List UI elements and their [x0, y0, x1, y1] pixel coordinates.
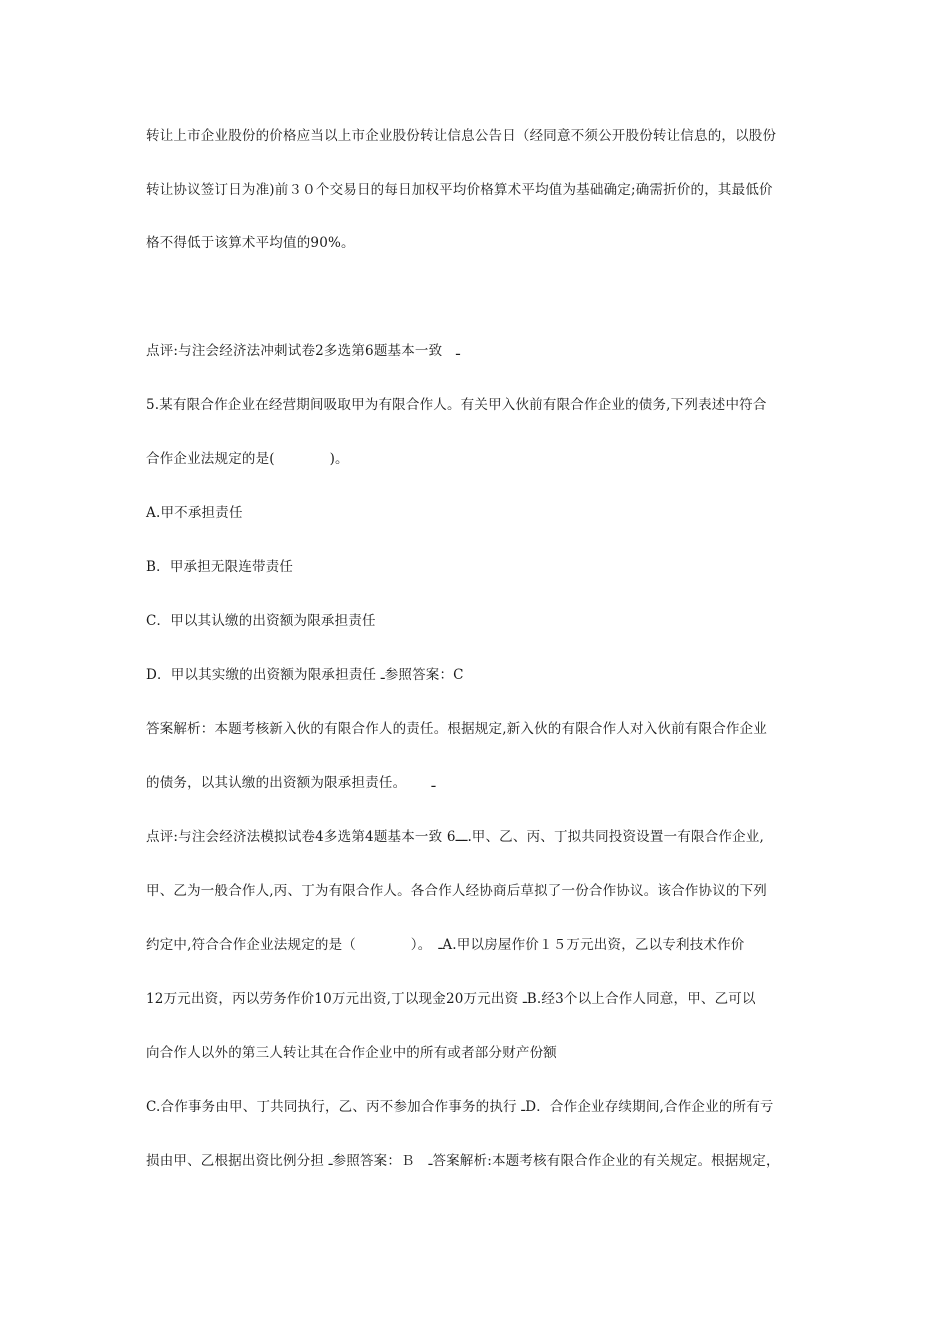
comment-line: 点评:与注会经济法冲刺试卷2多选第6题基本一致 ـ: [146, 343, 460, 359]
question-line: 约定中,符合合作企业法规定的是（ ）。 ـA.甲以房屋作价１５万元出资，乙以专利技术作价: [146, 937, 745, 953]
question-line: 5.某有限合作企业在经营期间吸取甲为有限合作人。有关甲入伙前有限合作企业的债务,下列表述中符合: [146, 397, 767, 413]
option-line: B．甲承担无限连带责任: [146, 559, 294, 575]
option-line: D．甲以其实缴的出资额为限承担责任 ـ参照答案：C: [146, 667, 464, 683]
paragraph-line: 转让上市企业股份的价格应当以上市企业股份转让信息公告日（经同意不须公开股份转让信息的，以股份: [146, 128, 777, 144]
option-line: 向合作人以外的第三人转让其在合作企业中的所有或者部分财产份额: [146, 1045, 557, 1061]
option-line: C．甲以其认缴的出资额为限承担责任: [146, 613, 376, 629]
comment-line: 点评:与注会经济法模拟试卷4多选第4题基本一致 6ـــ.甲、乙、丙、丁拟共同投资设置一有限合作企业,: [146, 829, 764, 845]
paragraph-line: 转让协议签订日为准)前３０个交易日的每日加权平均价格算术平均值为基础确定;确需折价的，其最低价: [146, 182, 773, 198]
question-line: 甲、乙为一般合作人,丙、丁为有限合作人。各合作人经协商后草拟了一份合作协议。该合作协议的下列: [146, 883, 767, 899]
answer-analysis-line: 答案解析：本题考核新入伙的有限合作人的责任。根据规定,新入伙的有限合作人对入伙前有限合作企业: [146, 721, 767, 737]
paragraph-line: 格不得低于该算术平均值的90%。: [146, 235, 355, 251]
option-line: C.合作事务由甲、丁共同执行，乙、丙不参加合作事务的执行 ـD．合作企业存续期间,合作企业的所有亏: [146, 1099, 774, 1115]
answer-analysis-line: 损由甲、乙根据出资比例分担 ـ参照答案：Ｂ ـ答案解析:本题考核有限合作企业的有关规定。根据规定，: [146, 1153, 780, 1169]
option-line: A.甲不承担责任: [146, 505, 243, 521]
question-line: 合作企业法规定的是( )。: [146, 451, 349, 467]
answer-analysis-line: 的债务，以其认缴的出资额为限承担责任。 ـ: [146, 775, 436, 791]
option-line: 12万元出资，丙以劳务作价10万元出资,丁以现金20万元出资 ـB.经3个以上合作人同意，甲、乙可以: [146, 991, 756, 1007]
